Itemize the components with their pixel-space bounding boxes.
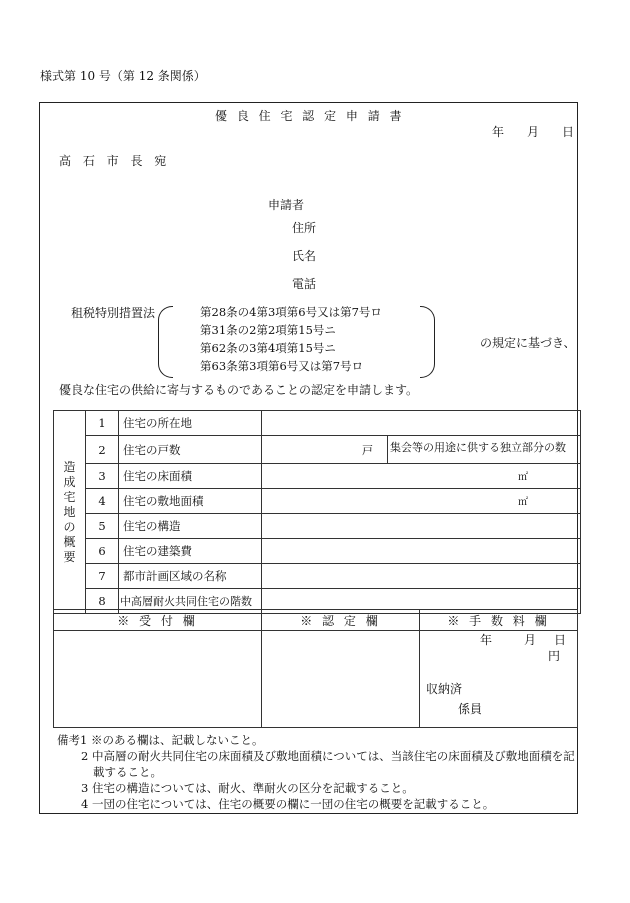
unit-label: 戸 <box>362 444 373 457</box>
unit-count-field[interactable] <box>262 436 388 464</box>
reception-field[interactable] <box>54 631 262 728</box>
row-label: 住宅の構造 <box>119 514 262 539</box>
row-label: 住宅の敷地面積 <box>119 489 262 514</box>
row-label: 住宅の戸数 <box>119 436 262 464</box>
row-number: 7 <box>86 564 119 589</box>
law-item-2: 第31条の2第2項第15号ニ <box>200 323 336 337</box>
note-line: 3 住宅の構造については、耐火、準耐火の区分を記載すること。 <box>81 781 414 795</box>
addressee: 高 石 市 長 宛 <box>59 154 171 168</box>
assembly-count-label: 集会等の用途に供する独立部分の数 <box>388 436 581 464</box>
applicant-name-label: 氏名 <box>292 249 317 263</box>
structure-field[interactable] <box>262 514 581 539</box>
row-label: 中高層耐火共同住宅の階数 <box>119 589 262 614</box>
applicant-address-label: 住所 <box>292 221 317 235</box>
row-label: 住宅の床面積 <box>119 464 262 489</box>
row-number: 5 <box>86 514 119 539</box>
row-number: 2 <box>86 436 119 464</box>
table-row <box>54 464 581 489</box>
fee-yen: 円 <box>548 649 561 663</box>
row-number: 3 <box>86 464 119 489</box>
floor-area-field[interactable] <box>262 464 581 489</box>
row-label: 都市計画区域の名称 <box>119 564 262 589</box>
applicant-phone-label: 電話 <box>292 277 317 291</box>
note-line: 4 一団の住宅については、住宅の概要の欄に一団の住宅の概要を記載すること。 <box>81 797 495 811</box>
law-item-4: 第63条第3項第6号又は第7号ロ <box>200 359 364 373</box>
table-row <box>54 564 581 589</box>
fee-year: 年 <box>480 633 493 647</box>
table-row <box>54 489 581 514</box>
reception-header: ※ 受 付 欄 <box>54 610 262 631</box>
overview-label: 造 成 宅 地 の 概 要 <box>54 411 86 614</box>
site-area-field[interactable] <box>262 489 581 514</box>
fee-field[interactable] <box>420 631 578 728</box>
request-statement: 優良な住宅の供給に寄与するものであることの認定を申請します。 <box>59 383 419 397</box>
unit-label: ㎡ <box>518 472 528 483</box>
approval-header: ※ 認 定 欄 <box>262 610 420 631</box>
office-header-row <box>54 610 578 631</box>
table-row <box>54 514 581 539</box>
unit-label: ㎡ <box>518 497 528 508</box>
planning-area-field[interactable] <box>262 564 581 589</box>
row-label: 住宅の所在地 <box>119 411 262 436</box>
fee-day: 日 <box>554 633 567 647</box>
paid-label: 収納済 <box>426 682 463 696</box>
office-use-table <box>53 609 578 728</box>
note-line: 備考1 ※のある欄は、記載しないこと。 <box>57 733 264 747</box>
clerk-label: 係員 <box>458 702 483 716</box>
row-number: 6 <box>86 539 119 564</box>
law-name: 租税特別措置法 <box>71 306 156 320</box>
note-line: 載すること。 <box>93 765 162 779</box>
table-row <box>54 411 581 436</box>
approval-field[interactable] <box>262 631 420 728</box>
form-number: 様式第 10 号（第 12 条関係） <box>40 69 206 83</box>
fee-header: ※ 手 数 料 欄 <box>420 610 578 631</box>
office-body-row <box>54 631 578 728</box>
law-item-1: 第28条の4第3項第6号又は第7号ロ <box>200 305 382 319</box>
row-label: 住宅の建築費 <box>119 539 262 564</box>
table-row <box>54 539 581 564</box>
date-day: 日 <box>562 125 575 139</box>
date-year: 年 <box>492 125 505 139</box>
form-title: 優 良 住 宅 認 定 申 請 書 <box>215 109 405 123</box>
right-brace <box>420 306 435 378</box>
row-number: 8 <box>86 589 119 614</box>
left-brace <box>158 306 173 378</box>
overview-table <box>53 410 581 614</box>
law-suffix: の規定に基づき、 <box>480 336 576 350</box>
fee-month: 月 <box>524 633 537 647</box>
note-line: 2 中高層の耐火共同住宅の床面積及び敷地面積については、当該住宅の床面積及び敷地面積を記 <box>81 749 575 763</box>
law-item-3: 第62条の3第4項第15号ニ <box>200 341 336 355</box>
construction-cost-field[interactable] <box>262 539 581 564</box>
row-number: 1 <box>86 411 119 436</box>
date-month: 月 <box>527 125 540 139</box>
applicant-label: 申請者 <box>268 198 305 212</box>
table-row <box>54 436 581 464</box>
notes <box>57 732 575 812</box>
location-field[interactable] <box>262 411 581 436</box>
row-number: 4 <box>86 489 119 514</box>
